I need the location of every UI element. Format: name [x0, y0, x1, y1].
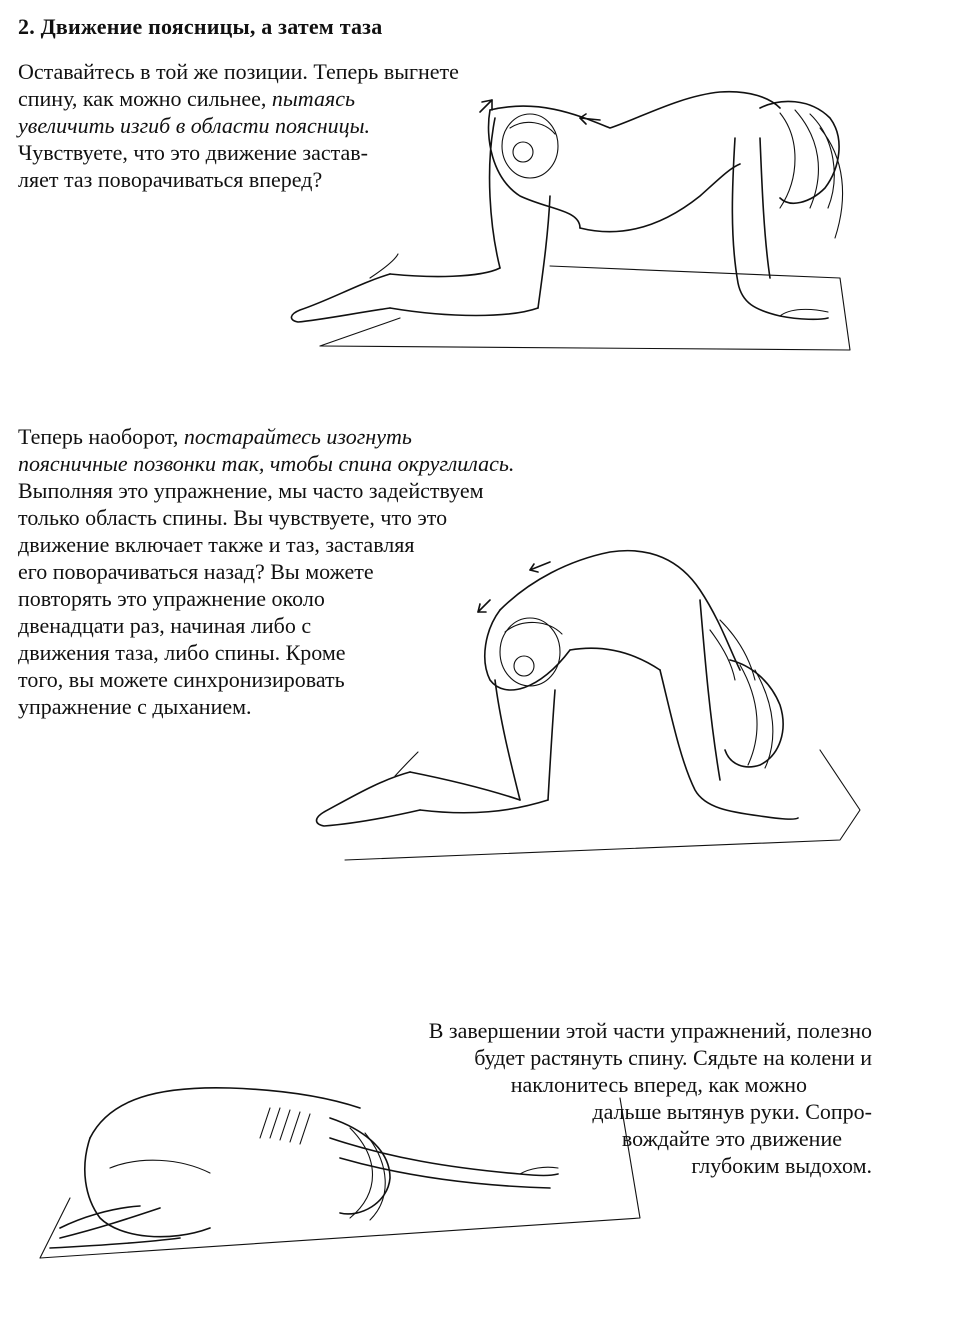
italic-emphasis: поясничные позвонки так, чтобы спина округлилась.: [18, 451, 515, 476]
text-line: Чувствуете, что это движение застав-: [18, 140, 369, 165]
text-line: движения таза, либо спины. Кроме: [18, 640, 346, 665]
text-line: Оставайтесь в той же позиции. Теперь выгнете: [18, 59, 459, 84]
arched-back-cat-pose-illustration: [280, 78, 860, 358]
text-line: спину, как можно сильнее, пытаясь: [18, 86, 355, 111]
text-line: Теперь наоборот, постарайтесь изогнуть: [18, 424, 412, 449]
text-line: В завершении этой части упражнений, полезно: [428, 1018, 872, 1043]
child-pose-stretch-illustration: [30, 1078, 660, 1278]
text-line: ляет таз поворачиваться вперед?: [18, 167, 323, 192]
text-line: того, вы можете синхронизировать: [18, 667, 345, 692]
text-line: наклонитесь вперед, как можно: [510, 1072, 807, 1097]
text-line: двенадцати раз, начиная либо с: [18, 613, 312, 638]
text-line: повторять это упражнение около: [18, 586, 325, 611]
text-line: глубоким выдохом.: [691, 1153, 872, 1178]
text-line: вождайте это движение: [621, 1126, 842, 1151]
rounded-back-cat-pose-illustration: [300, 540, 880, 870]
italic-emphasis: увеличить изгиб в области поясницы.: [18, 113, 371, 138]
text-line: упражнение с дыханием.: [18, 694, 252, 719]
text-line: движение включает также и таз, заставляя: [18, 532, 415, 557]
text-line: будет растянуть спину. Сядьте на колени и: [474, 1045, 872, 1070]
text-line: только область спины. Вы чувствуете, что это: [18, 505, 448, 530]
text-line: дальше вытянув руки. Сопро-: [592, 1099, 872, 1124]
text-line: Выполняя это упражнение, мы часто задействуем: [18, 478, 484, 503]
italic-emphasis: постарайтесь изогнуть: [183, 424, 412, 449]
italic-emphasis: пытаясь: [271, 86, 355, 111]
section-heading: 2. Движение поясницы, а затем таза: [18, 14, 383, 39]
text-line: его поворачиваться назад? Вы можете: [18, 559, 374, 584]
